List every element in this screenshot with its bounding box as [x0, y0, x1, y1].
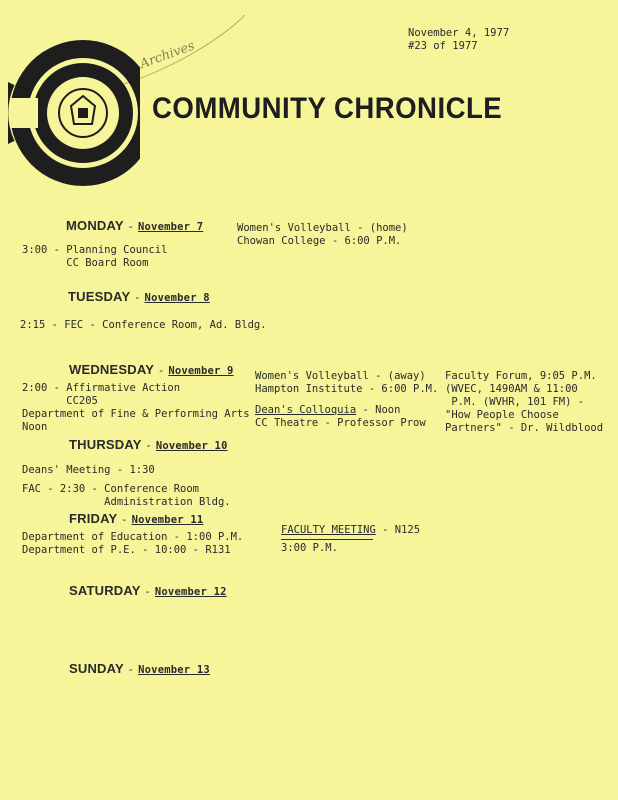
thursday-fac-line-1: FAC - 2:30 - Conference Room: [22, 483, 200, 495]
wednesday-event-line-2: CC205: [22, 395, 98, 407]
colloquia-place: CC Theatre - Professor Prow: [255, 417, 426, 429]
separator-dash: -: [120, 513, 128, 526]
separator-dash: -: [145, 439, 153, 452]
wednesday-side-line-1: Women's Volleyball - (away): [255, 370, 426, 382]
day-date: November 13: [138, 664, 210, 676]
college-seal-logo: [8, 38, 140, 188]
faculty-forum-line-4: "How People Choose: [445, 409, 559, 421]
monday-event-line-2: CC Board Room: [22, 257, 149, 269]
faculty-meeting-line: [281, 524, 420, 537]
day-name: WEDNESDAY: [69, 362, 154, 377]
faculty-forum-line-2: (WVEC, 1490AM & 11:00: [445, 383, 578, 395]
tuesday-event-line-1: 2:15 - FEC - Conference Room, Ad. Bldg.: [20, 319, 267, 331]
day-date: November 12: [154, 586, 227, 598]
issue-date: November 4, 1977: [408, 27, 510, 39]
friday-event-line-1: Department of Education - 1:00 P.M.: [22, 531, 244, 543]
faculty-meeting-title: FACULTY MEETING: [281, 524, 376, 536]
faculty-forum-line-5: Partners" - Dr. Wildblood: [445, 422, 604, 434]
day-name: SATURDAY: [69, 583, 141, 598]
day-name: FRIDAY: [69, 511, 118, 526]
faculty-forum-line-3: P.M. (WVHR, 101 FM) -: [445, 396, 585, 408]
faculty-meeting-time: 3:00 P.M.: [281, 542, 338, 554]
day-heading-saturday: [69, 583, 227, 598]
day-date: November 10: [155, 440, 228, 452]
wednesday-event-line-3: Department of Fine & Performing Arts: [22, 408, 250, 420]
thursday-event-line-1: Deans' Meeting - 1:30: [22, 464, 155, 476]
day-heading-monday: [66, 218, 203, 233]
separator-dash: -: [127, 220, 135, 233]
separator-dash: -: [144, 585, 152, 598]
day-heading-wednesday: [69, 362, 234, 377]
wednesday-side-line-2: Hampton Institute - 6:00 P.M.: [255, 383, 439, 395]
day-name: MONDAY: [66, 218, 124, 233]
day-date: November 7: [138, 221, 204, 233]
separator-dash: -: [127, 663, 135, 676]
archives-stamp: Archives: [138, 38, 197, 73]
separator-dash: -: [157, 364, 165, 377]
monday-side-line-2: Chowan College - 6:00 P.M.: [237, 235, 402, 247]
day-date: November 9: [168, 365, 234, 377]
monday-side-line-1: Women's Volleyball - (home): [237, 222, 408, 234]
faculty-meeting-room: - N125: [375, 524, 421, 536]
separator-dash: -: [133, 291, 141, 304]
day-name: TUESDAY: [68, 289, 131, 304]
thursday-fac-line-2: Administration Bldg.: [22, 496, 231, 508]
page-title: COMMUNITY CHRONICLE: [152, 92, 503, 125]
wednesday-event-line-1: 2:00 - Affirmative Action: [22, 382, 181, 394]
day-heading-tuesday: [68, 289, 210, 304]
issue-number: #23 of 1977: [408, 40, 478, 52]
day-name: SUNDAY: [69, 661, 124, 676]
day-date: November 11: [131, 514, 204, 526]
monday-event-line-1: 3:00 - Planning Council: [22, 244, 168, 256]
deans-colloquia-line: [255, 404, 400, 417]
colloquia-title: Dean's Colloquia: [255, 404, 357, 416]
day-heading-thursday: [69, 437, 228, 452]
day-date: November 8: [144, 292, 210, 304]
meeting-double-rule: [281, 539, 373, 540]
wednesday-event-line-4: Noon: [22, 421, 48, 433]
day-name: THURSDAY: [69, 437, 142, 452]
faculty-forum-line-1: Faculty Forum, 9:05 P.M.: [445, 370, 597, 382]
day-heading-friday: [69, 511, 203, 526]
day-heading-sunday: [69, 661, 210, 676]
friday-event-line-2: Department of P.E. - 10:00 - R131: [22, 544, 231, 556]
colloquia-time: - Noon: [356, 404, 401, 416]
